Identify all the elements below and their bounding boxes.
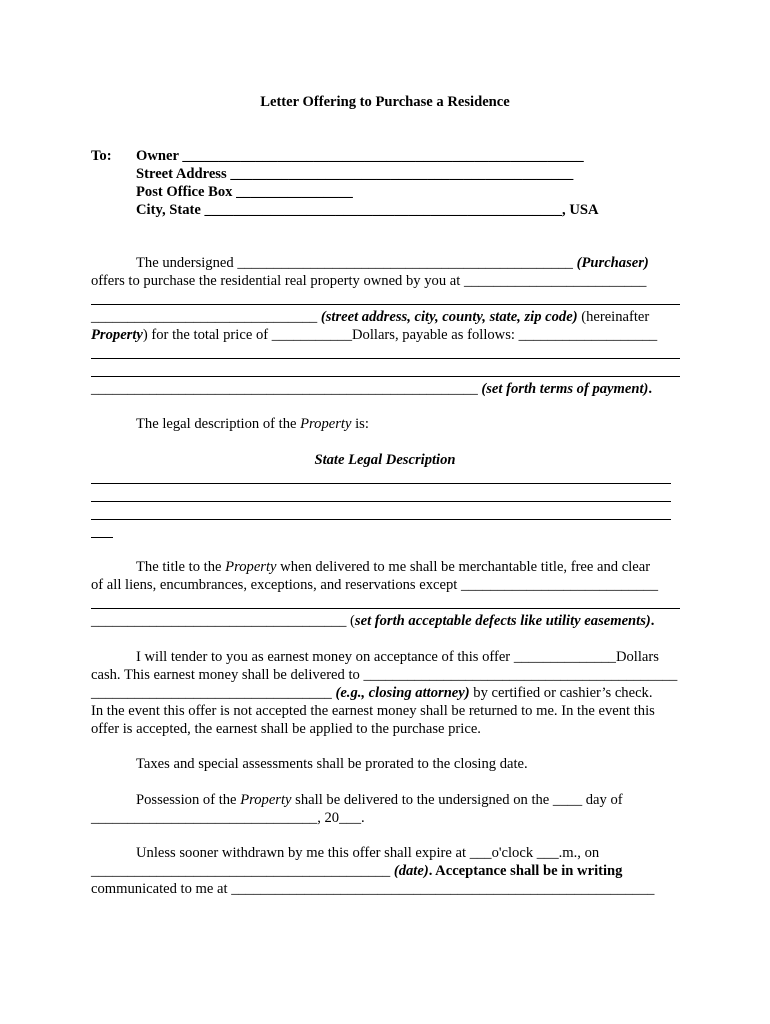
owner-line: Owner _______________________________________________________ <box>136 148 584 164</box>
offer-line: offers to purchase the residential real property owned by you at _________________________ <box>91 273 647 289</box>
possession-b: shall be delivered to the undersigned on the ____ day of <box>291 792 623 808</box>
legal-intro-suffix: is: <box>351 416 369 432</box>
expiry-line-2 <box>91 862 622 880</box>
title-clause-line-2: of all liens, encumbrances, exceptions, and reservations except ___________________________ <box>91 577 658 593</box>
to-label: To: <box>91 148 112 164</box>
title-clause-line-4 <box>91 612 654 630</box>
legal-rule-4 <box>91 537 113 538</box>
legal-rule-1 <box>91 483 671 484</box>
earnest-line-4: In the event this offer is not accepted the earnest money shall be returned to me. In the event this <box>91 703 655 719</box>
title-clause-a: The title to the <box>136 559 226 575</box>
purchaser-text: The undersigned ______________________________________________ <box>136 255 577 271</box>
taxes-line: Taxes and special assessments shall be prorated to the closing date. <box>136 756 528 772</box>
payment-terms-line <box>91 380 652 398</box>
address-blank: _______________________________ <box>91 309 321 325</box>
property-term: Property <box>91 327 143 343</box>
possession-line-2: _______________________________, 20___. <box>91 810 365 826</box>
address-hint: (street address, city, county, state, zip code) <box>320 309 578 325</box>
price-text: ) for the total price of ___________Dollars, payable as follows: ___________________ <box>142 327 658 343</box>
blank-rule-defects <box>91 608 680 609</box>
street-address-line: Street Address _______________________________________________ <box>136 166 574 182</box>
title-clause-line-1 <box>136 558 650 576</box>
purchaser-line <box>136 254 649 272</box>
earnest-line-1: I will tender to you as earnest money on acceptance of this offer ______________Dollars <box>136 649 659 665</box>
document-title: Letter Offering to Purchase a Residence <box>260 94 510 110</box>
earnest-line-2: cash. This earnest money shall be delivered to ___________________________________________ <box>91 667 678 683</box>
expiry-blank: _________________________________________ <box>91 863 394 879</box>
blank-rule-address <box>91 304 680 305</box>
legal-intro-property: Property <box>300 416 352 432</box>
expiry-date-hint: (date) <box>393 863 429 879</box>
legal-intro-prefix: The legal description of the <box>136 416 301 432</box>
purchaser-hint: (Purchaser) <box>576 255 649 271</box>
expiry-line-3: communicated to me at __________________________________________________________ <box>91 881 655 897</box>
defects-blank: ___________________________________ ( <box>91 613 355 629</box>
blank-rule-payment-2 <box>91 376 680 377</box>
expiry-line-1: Unless sooner withdrawn by me this offer shall expire at ___o'clock ___.m., on <box>136 845 600 861</box>
title-clause-b: when delivered to me shall be merchantable title, free and clear <box>276 559 651 575</box>
possession-line-1 <box>136 791 623 809</box>
hereinafter-text: (hereinafter <box>577 309 650 325</box>
payment-hint: (set forth terms of payment) <box>481 381 649 397</box>
city-state-line: City, State _________________________________________________, USA <box>136 202 599 218</box>
legal-description-heading: State Legal Description <box>314 452 456 468</box>
earnest-hint: (e.g., closing attorney) <box>335 685 470 701</box>
defects-hint: set forth acceptable defects like utility easements) <box>354 613 651 629</box>
earnest-tail: by certified or cashier’s check. <box>469 685 653 701</box>
payment-blank: _____________________________________________________ <box>91 381 482 397</box>
acceptance-text: . Acceptance shall be in writing <box>428 863 623 879</box>
earnest-line-3 <box>91 684 653 702</box>
earnest-line-5: offer is accepted, the earnest shall be applied to the purchase price. <box>91 721 481 737</box>
legal-rule-3 <box>91 519 671 520</box>
title-clause-property: Property <box>225 559 277 575</box>
price-line <box>91 326 657 344</box>
legal-rule-2 <box>91 501 671 502</box>
blank-rule-payment-1 <box>91 358 680 359</box>
possession-a: Possession of the <box>136 792 241 808</box>
address-hint-line <box>91 308 649 326</box>
payment-period: . <box>648 381 653 397</box>
earnest-blank: _________________________________ <box>91 685 336 701</box>
legal-description-intro <box>136 415 369 433</box>
defects-period: . <box>650 613 655 629</box>
possession-property: Property <box>240 792 292 808</box>
po-box-line: Post Office Box ________________ <box>136 184 353 200</box>
